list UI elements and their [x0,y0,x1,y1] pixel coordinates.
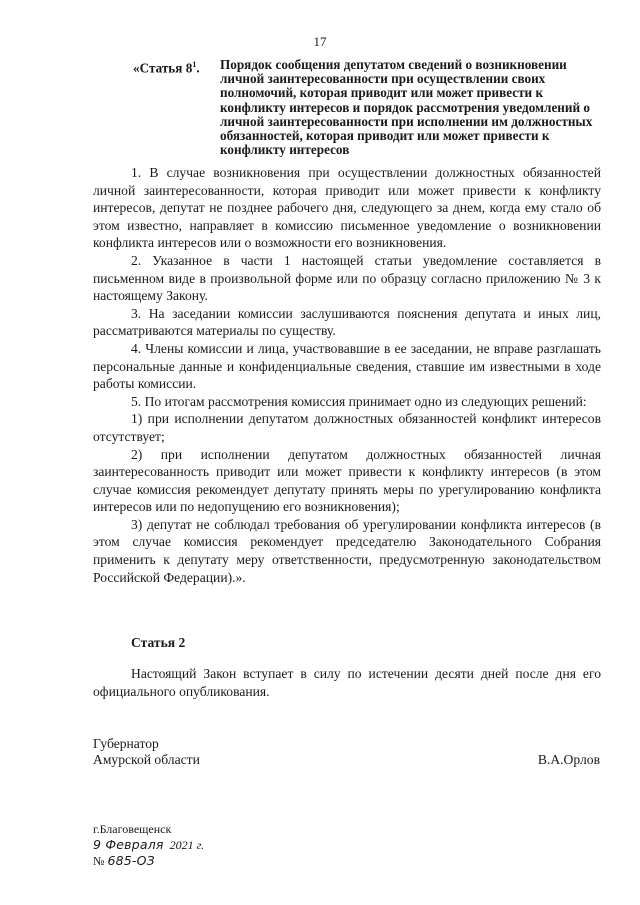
signatory-title-line-1: Губернатор [93,736,159,751]
date-year: 2021 г. [169,838,205,852]
decision-item-3: 3) депутат не соблюдал требования об урегулировании конфликта интересов (в этом случае комиссия рекомендует председателю Законодательного Собрания применить к депутату меру ответственности, предусмотренную законодательством Российской Федерации).». [93,516,601,585]
place-date-number [93,822,204,869]
article-label-prefix: «Статья 8 [133,60,193,76]
handwritten-law-number: 685-ОЗ [107,853,155,868]
law-number-line [93,853,204,869]
article-title: Порядок сообщения депутатом сведений о возникновении личной заинтересованности при осуществлении своих полномочий, которая приводит или может привести к конфликту интересов и порядок рассмотрения уведомлений о личной заинтересованности при исполнении им должностных обязанностей, которая приводит или может привести к конфликту интересов [220,57,593,158]
page-number: 17 [313,34,327,49]
signatory-title-line-2: Амурской области [93,752,200,767]
article-label [133,58,200,76]
handwritten-date: 9 Февраля [93,837,164,852]
article-2-body [93,665,601,700]
decision-item-1: 1) при исполнении депутатом должностных обязанностей конфликт интересов отсутствует; [93,411,601,444]
article-2-heading: Статья 2 [131,635,186,650]
signatory-name: В.А.Орлов [537,752,600,767]
article-label-superscript: 1 [192,60,197,69]
article-8-1-body [93,164,601,586]
paragraph-4: 4. Члены комиссии и лица, участвовавшие в ее заседании, не вправе разглашать персональные данные и конфиденциальные сведения, ставшие им известными в ходе работы комиссии. [93,340,601,392]
paragraph-2: 2. Указанное в части 1 настоящей статьи уведомление составляется в письменном виде в произвольной форме или по образцу согласно приложению № 3 к настоящему Закону. [93,252,601,304]
paragraph-5: 5. По итогам рассмотрения комиссия принимает одно из следующих решений: [131,393,587,409]
signatory-title [93,736,200,768]
city: г.Благовещенск [93,822,172,836]
decision-item-2: 2) при исполнении депутатом должностных обязанностей личная заинтересованность приводит или может привести к конфликту интересов (в этом случае комиссия рекомендует депутату принять меры по урегулированию конфликта интересов или по недопущению его возникновения); [93,446,601,515]
paragraph-3: 3. На заседании комиссии заслушиваются пояснения депутата и иных лиц, рассматриваются материалы по существу. [93,305,601,339]
paragraph-1: 1. В случае возникновения при осуществлении должностных обязанностей личной заинтересованности, которая приводит или может привести к конфликту интересов, депутат не позднее рабочего дня, следующего за днем, когда ему стало об этом известно, направляет в комиссию письменное уведомление о возникновении конфликта интересов или о возможности его возникновения. [93,165,601,251]
article-2-paragraph: Настоящий Закон вступает в силу по истечении десяти дней после дня его официального опубликования. [93,666,601,699]
article-label-suffix: . [196,60,200,76]
date-line [93,837,204,853]
article-8-1-heading [133,58,603,157]
number-sign: № [93,854,105,868]
